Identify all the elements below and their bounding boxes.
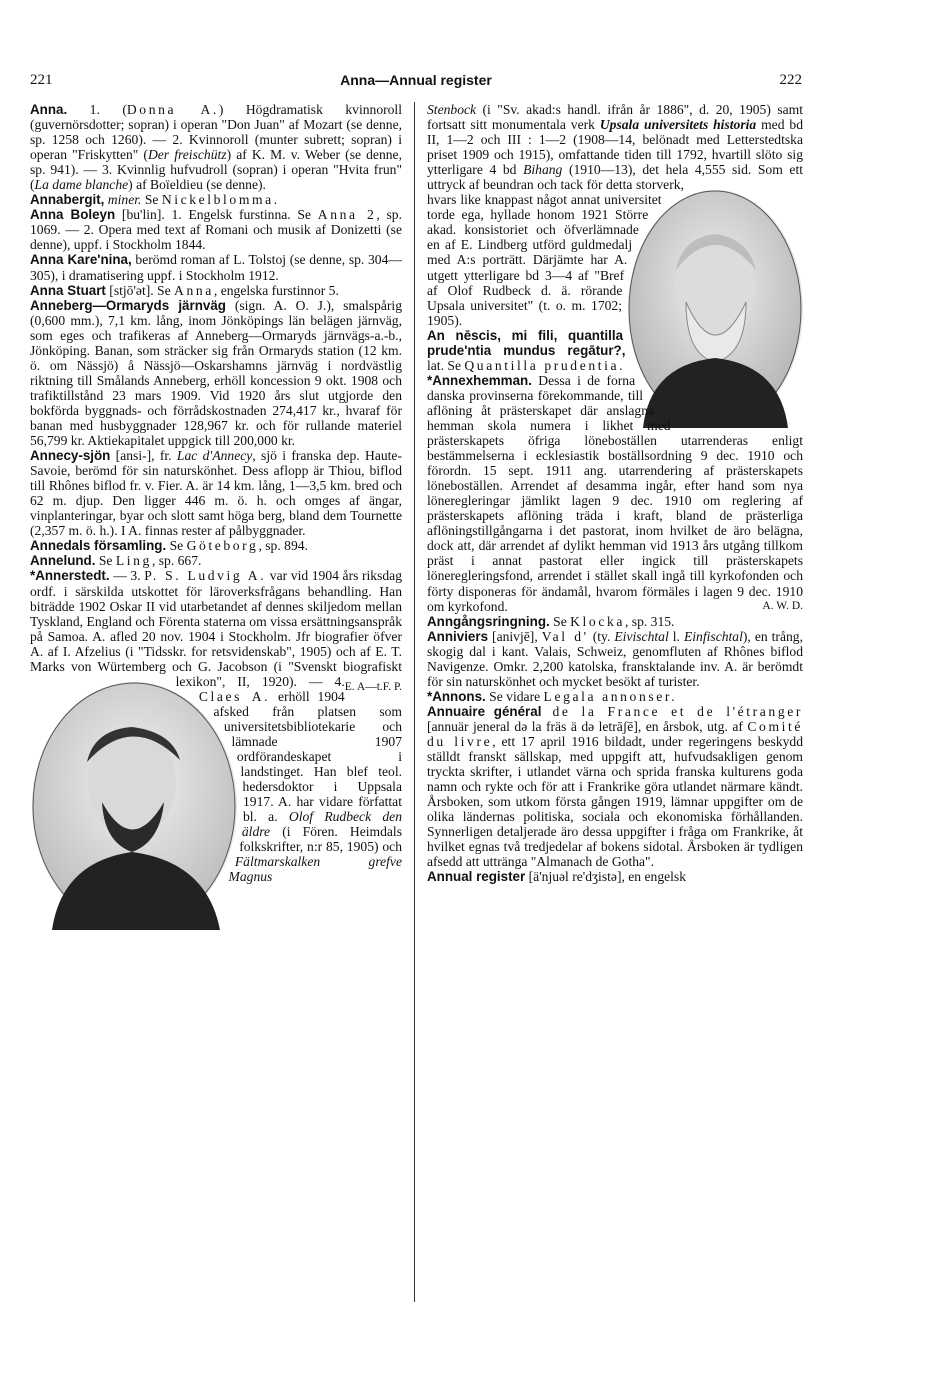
spaced-text: Comité du livre xyxy=(427,718,803,749)
entry-text: (sign. A. O. J.), smalspårig (0,600 mm.), 7,1 km. lång, inom Jönköpings län belägen järnväg, som eges och trafikeras af Anneberg—Ormaryds järnvägs-a.-b., Jönköping. Banan, som sträcker sig från Ormaryds station (12 km. ö. om Nässjö) å Nässjö—Oskarshamns järnväg i nordvästlig riktning till Smålands Anneberg, erhöll koncession 9 okt. 1908 och trafiktillstånd 23 mars 1909. Vid 1920 års slut utgjorde den bokförda byggnads- och förrådskostnaden 274,417 kr., hvaraf för banan med husbyggnader 128,967 kr. och för rullande materiel 56,799 kr. Aktiekapitalet uppgick till 200,000 kr. xyxy=(30,297,402,449)
headword: Annelund. xyxy=(30,553,96,569)
entry-annons xyxy=(427,689,803,704)
entry-text: [bu'lin]. 1. Engelsk furstinna. Se xyxy=(115,207,318,223)
headword: Annedals församling. xyxy=(30,538,167,554)
italic-text: Bihang xyxy=(523,162,563,178)
entry-text: Se xyxy=(166,538,187,554)
headword: Anna Stuart xyxy=(30,282,106,298)
entry-annual-register xyxy=(427,869,803,884)
running-title: Anna—Annual register xyxy=(340,72,492,88)
italic-text: Einfischtal xyxy=(683,628,743,644)
spaced-text: Claes A. xyxy=(198,688,271,704)
entry-text: ) af Boïeldieu (se denne). xyxy=(128,177,266,193)
entry-anngangsringning xyxy=(427,614,803,629)
headword: Anngångsringning. xyxy=(427,613,550,629)
spaced-text: P. S. Ludvig A. xyxy=(144,568,267,584)
cross-reference-link[interactable]: Quantilla prudentia. xyxy=(464,357,626,373)
italic-text: Fältmarskalken grefve Magnus xyxy=(228,854,402,885)
italic-text: Stenbock xyxy=(427,102,477,117)
cross-reference-link[interactable]: Ling xyxy=(115,553,152,569)
cross-reference-link[interactable]: Legala annonser. xyxy=(543,688,678,704)
headword: Annecy-sjön xyxy=(30,448,111,464)
entry-annabergit xyxy=(30,192,402,207)
entry-text: [ä'njuəl re'dʒistə], en engelsk xyxy=(525,869,687,885)
entry-anna-stuart xyxy=(30,283,402,298)
spaced-text: Donna A. xyxy=(126,102,219,117)
entry-text: , sp. 894. xyxy=(258,538,308,554)
italic-text: Upsala universitets historia xyxy=(599,117,757,133)
italic-text: La dame blanche xyxy=(34,177,129,193)
cross-reference-link[interactable]: Anna 2 xyxy=(317,207,377,223)
entry-anniviers xyxy=(427,629,803,689)
entry-text: , sp. 667. xyxy=(151,553,202,569)
author-signature: F. P. xyxy=(382,681,402,693)
headword: Anniviers xyxy=(427,628,489,644)
entry-text: , ett 17 april 1916 bildadt, under regeringens beskydd ställdt franskt sällskap, med uppgift att, hufvudsakligen genom tryckta skrifter, i utlandet värna och sprida franska kulturens goda namn och rykte och för att i Frankrike göra utlandet närmare kändt. Årsboken, som utkom första gången 1919, lämnar uppgifter om de olika ländernas politiska, sociala och ekonomiska förhållanden. Synnerligen detaljerade äro dessa uppgifter i fråga om Frankrike, åt hvilket egnas två tredjedelar af bokens sidotal. Årsboken är tydligen afsedd att utträngа "Almanach de Gotha". xyxy=(427,733,804,870)
italic-text: Lac d'Annecy xyxy=(176,448,253,464)
cross-reference-link[interactable]: Anna xyxy=(174,282,214,298)
entry-text: , sjö i franska dep. Haute-Savoie, berömd för sin naturskönhet. Dess aflopp är Thiou, biflod till Rhônes biflod fr. v. Fier. A. är 14 km. lång, 1—3,5 km. bred och 62 m. djup. Den ligger 446 m. ö. h. och omges af ängar, vinplanteringar, byar och slott samt höga berg, bland dem Tournette (2,357 m. ö. h.). I A. finnas rester af pålbyggnader. xyxy=(30,448,402,539)
entry-text: , sp. 315. xyxy=(624,613,675,629)
headword: Anna. xyxy=(30,102,68,117)
entry-text: [ansi-], fr. xyxy=(110,448,177,464)
entry-text: var vid 1904 års riksdag ordf. i särskilda utskottet för läroverksfrågans behandling. Han biträdde 1902 Oskar II vid utarbetandet af dennes skiljedom mellan Tyskland, England och Förenta staterna om vissa ersättningsanspråk på Samoa. A. afled 20 nov. 1904 i Stockholm. Jfr biografier öfver A. af I. Afzelius (i "Tidsskr. for retsvidenskab", 1905) och af E. T. Marks von Würtemberg och G. Jacobson (i "Svenskt biografiskt lexikon", II, 1920). — 4. xyxy=(30,568,403,689)
entry-text: ) af K. M. v. Weber (se denne, sp. 941). — 3. Kvinnlig hufvudroll (sopran) i operan "Hvita frun" ( xyxy=(30,147,402,193)
entry-text: Se xyxy=(95,553,116,569)
italic-text: Eivischtal xyxy=(614,628,669,644)
entry-annuaire-general xyxy=(427,704,803,870)
right-column xyxy=(427,102,803,884)
entry-text: Se xyxy=(141,192,162,208)
entry-text: (1910—13), det hela 4,555 sid. Som ett uttryck af beundran och tack för detta storverk, hvars like knappast något annat universitet torde ega, hyllade honom 1921 Större akad. konsistoriet och öfverlämnade en af E. Lindberg utförd guldmedalj med A:s porträtt. Därjämte har A. utgett ytterligare bd 3—4 af "Bref af Olof Rudbeck d. ä. rörande Upsala universitet" (t. o. m. 1702; 1905). xyxy=(427,162,803,328)
entry-text: (ty. xyxy=(588,628,615,644)
entry-text: ) Högdramatisk kvinnoroll (guvernörsdotter; sopran) i operan "Don Juan" af Mozart (se denne, sp. 1258 och 1260). — 2. Kvinnoroll (munter subrett; sopran) i operan "Friskytten" ( xyxy=(30,102,402,163)
entry-text: (i Fören. Heimdals folkskrifter, n:r 85, 1905) och xyxy=(239,824,402,855)
headword: *Annexhemman. xyxy=(427,372,532,388)
entry-text: berömd roman af L. Tolstoj (se denne, sp. 304—305), i dramatisering uppf. i Stockholm 1912. xyxy=(30,252,402,283)
entry-annelund xyxy=(30,553,402,568)
portrait-annerstedt-image xyxy=(32,682,237,930)
spaced-text: Val d' xyxy=(541,628,589,644)
headword: Annuaire général xyxy=(427,703,542,719)
entry-annedals-forsamling xyxy=(30,538,402,553)
headword: An nēscis, mi fili, quantilla prude'ntia mundus regātur?, xyxy=(427,327,626,358)
column-divider xyxy=(414,102,415,1302)
italic-text: Der freischütz xyxy=(147,147,227,163)
italic-text: miner. xyxy=(104,192,142,208)
entry-text: 1. ( xyxy=(67,102,127,117)
page-number-left: 221 xyxy=(30,72,53,88)
author-signature: E. A—t. xyxy=(344,681,383,693)
entry-text: [anivjē], xyxy=(488,628,542,644)
spaced-text: de la France et de l'étranger xyxy=(541,703,803,719)
entry-anna xyxy=(30,102,402,192)
entry-text: lat. Se xyxy=(427,357,465,373)
entry-text: — 3. xyxy=(109,568,145,584)
italic-text: Olof Rudbeck den äldre xyxy=(241,809,403,840)
entry-text: , sp. 1069. — 2. Opera med text af Romani och musik af Donizetti (se denne), uppf. i Stockholm 1844. xyxy=(30,207,402,253)
headword: *Annons. xyxy=(427,688,486,704)
headword: Anna Kare'nina, xyxy=(30,252,132,268)
headword: *Annerstedt. xyxy=(30,568,110,584)
entry-text: erhöll 1904 afsked från platsen som universitetsbibliotekarie och lämnade 1907 ordförandeskapet i landstinget. Han blef teol. hedersdoktor i Uppsala 1917. A. har vidare författat bl. a. xyxy=(213,688,402,825)
headword: Anneberg—Ormaryds järnväg xyxy=(30,297,226,313)
headword: Annabergit, xyxy=(30,192,105,208)
entry-text: ), en trång, skogig dal i kant. Valais, Schweiz, genomfluten af Rhônes biflod Navigenze. Omkr. 2,200 katolska, fransktalande inv. A. är berömdt för sin naturskönhet och mycket besökt af turister. xyxy=(427,628,803,689)
entry-text: , engelska furstinnor 5. xyxy=(213,282,339,298)
author-signature: A. W. D. xyxy=(762,599,803,612)
cross-reference-link[interactable]: Göteborg xyxy=(186,538,259,554)
entry-text: [annuär jeneral də la fräs ä də letrāʃē], en årsbok, utg. af xyxy=(427,718,748,734)
entry-text: Se xyxy=(549,613,571,629)
page-number-right: 222 xyxy=(779,72,802,88)
entry-text: (i "Sv. akad:s handl. ifrån år 1886", d. 20, 1905) samt fortsatt sitt monumentala verk xyxy=(427,102,803,133)
entry-anna-karenina xyxy=(30,252,402,282)
cross-reference-link[interactable]: Nickelblomma. xyxy=(161,192,280,208)
entry-text: Dessa i de forna danska provinserna förekommande, till aflöning åt prästerskapet där anslagna hemman skola numera i likhet med prästerskapets öfriga löneboställen utarrenderas enligt bestämmelserna i ecklesiastik boställsordning 9 dec. 1910 och förordn. 15 sept. 1911 ang. utarrendering af prästerskapets löneboställen. Arrendet af desamma ingår, efter hand som nya löneregleringar jämlikt lagen 9 dec. 1910 om reglering af prästerskapets aflöning träda i kraft, bland de prästerliga aflöningstillgångarna i det pastorat, inom hvilket de äro belägna, dock att, där arrendet af dylikt hemman vid 1913 års utgång tillkom präst i annat pastorat eller ingick till prästerskapets löneregleringsfond, arrendet i stället skall ingå till kyrkofonden och förty disponeras för ändamål, hvarom förmäles i lagen 9 dec. 1910 om kyrkofond. xyxy=(427,372,803,614)
entry-anna-boleyn xyxy=(30,207,402,252)
headword: Annual register xyxy=(427,869,526,885)
entry-text: Se vidare xyxy=(485,688,544,704)
entry-text: [stjō'ət]. Se xyxy=(105,282,175,298)
entry-text: med bd II, 1—2 och III : 1—2 (1908—14, belönadt med Letterstedtska priset 1909 och 1915), omfattande tiden till 1792, hvartill slöto sig ytterligare 4 bd xyxy=(427,117,803,178)
cross-reference-link[interactable]: Klocka xyxy=(570,613,625,629)
entry-text: l. xyxy=(668,628,684,644)
running-head xyxy=(30,72,802,92)
portrait-annerstedt-elder-image xyxy=(628,190,803,428)
left-column xyxy=(30,102,402,932)
headword: Anna Boleyn xyxy=(30,207,116,223)
